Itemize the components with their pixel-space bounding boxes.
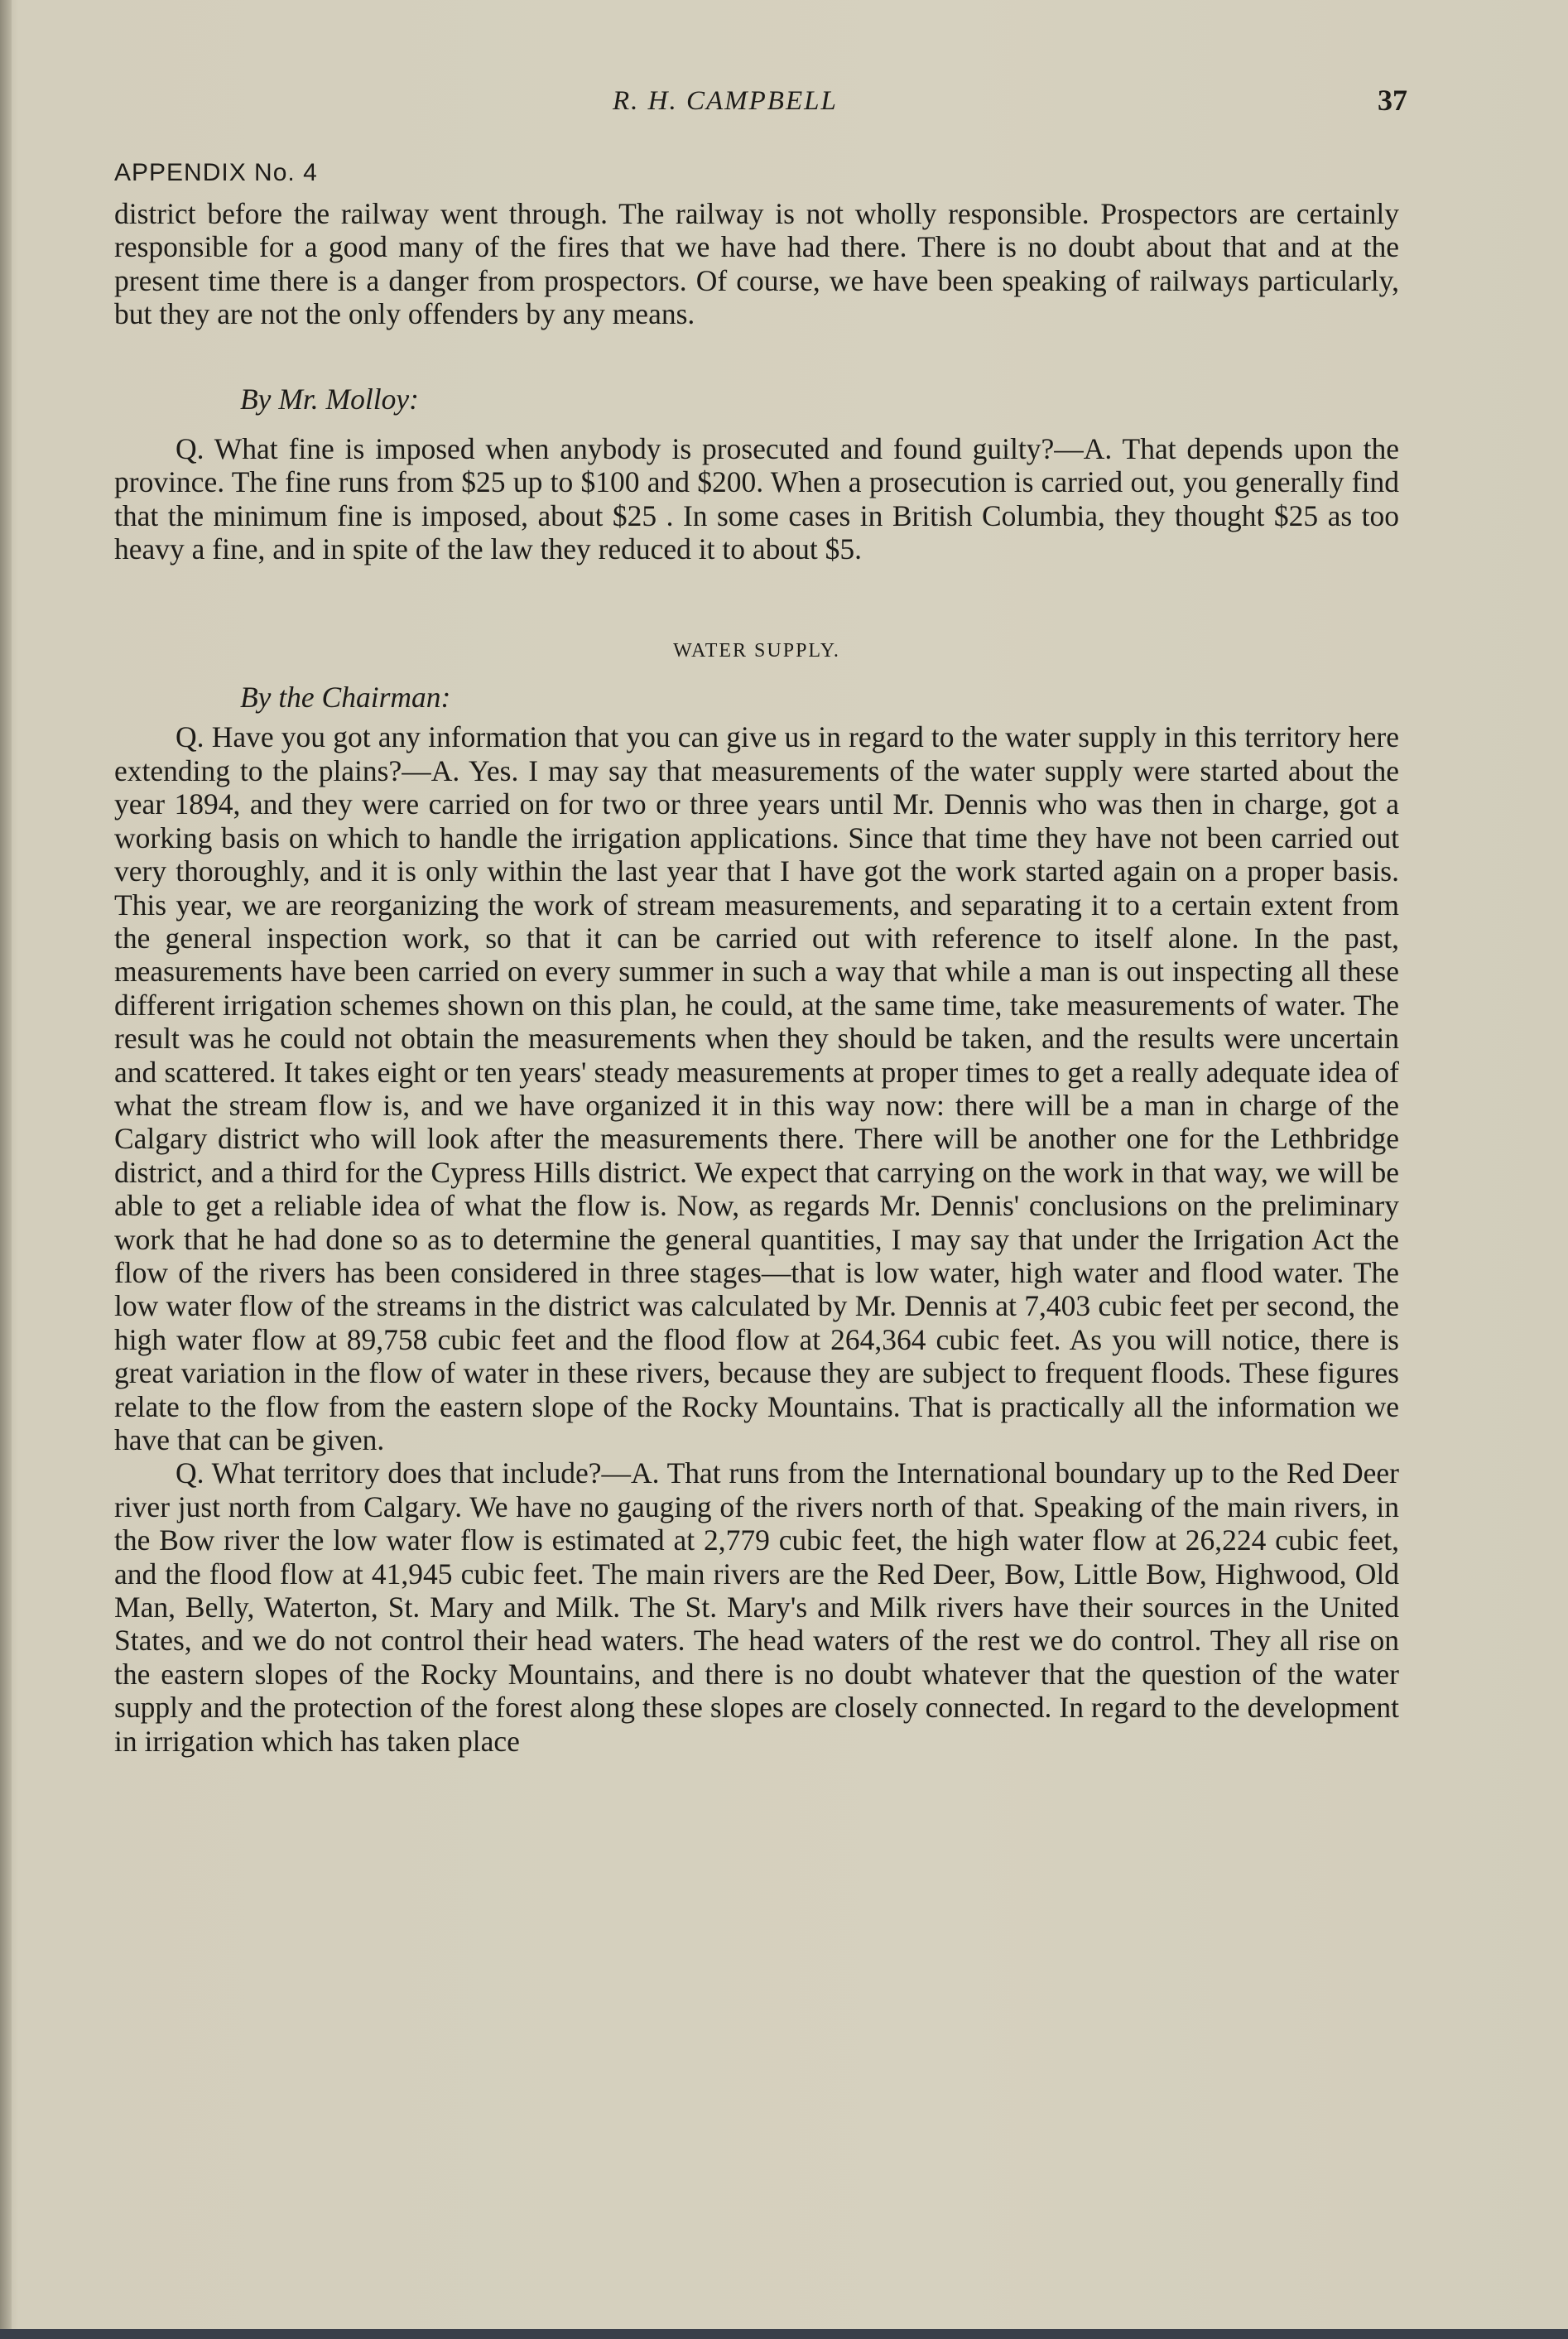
page-number: 37	[1378, 84, 1407, 117]
body-text	[114, 197, 1399, 1758]
speaker-heading: By the Chairman:	[240, 681, 451, 715]
binding-shadow	[0, 0, 12, 2339]
paragraph: Q. What territory does that include?—A. That runs from the International boundary up to the Red Deer river just north from Calgary. We have no gauging of the rivers north of that. Speaking of the main rivers, in the Bow river the low water flow is estimated at 2,779 cubic feet, the high water flow at 26,224 cubic feet, and the flood flow at 41,945 cubic feet. The main rivers are the Red Deer, Bow, Little Bow, Highwood, Old Man, Belly, Waterton, St. Mary and Milk. The St. Mary's and Milk rivers have their sources in the United States, and we do not control their head waters. The head waters of the rest we do control. They all rise on the eastern slopes of the Rocky Mountains, and there is no doubt whatever that the question of the water supply and the protection of the forest along these slopes are closely connected. In regard to the development in irrigation which has taken place	[114, 1456, 1399, 1758]
running-head: R. H. CAMPBELL	[613, 86, 838, 116]
bottom-edge	[0, 2329, 1568, 2339]
paragraph-continued: district before the railway went through. The railway is not wholly responsible. Prospectors are certainly responsible for a good many of the fires that we have had there. There is no doubt about that and at the present time there is a danger from prospectors. Of course, we have been speaking of railways particularly, but they are not the only offenders by any means.	[114, 197, 1399, 331]
speaker-heading: By Mr. Molloy:	[240, 382, 419, 416]
paragraph: Q. Have you got any information that you can give us in regard to the water supply in this territory here extending to the plains?—A. Yes. I may say that measurements of the water supply were started about the year 1894, and they were carried on for two or three years until Mr. Dennis who was then in charge, got a working basis on which to handle the irrigation applications. Since that time they have not been carried out very thoroughly, and it is only within the last year that I have got the work started again on a proper basis. This year, we are reorganizing the work of stream measurements, and separating it to a certain extent from the general inspection work, so that it can be carried out with reference to itself alone. In the past, measurements have been carried on every summer in such a way that while a man is out inspecting all these different irrigation schemes shown on this plan, he could, at the same time, take measurements of water. The result was he could not obtain the measurements when they should be taken, and the results were uncertain and scattered. It takes eight or ten years' steady measurements at proper times to get a really adequate idea of what the stream flow is, and we have organized it in this way now: there will be a man in charge of the Calgary district who will look after the measurements there. There will be another one for the Lethbridge district, and a third for the Cypress Hills district. We expect that carrying on the work in that way, we will be able to get a reliable idea of what the flow is. Now, as regards Mr. Dennis' conclusions on the preliminary work that he had done so as to determine the general quantities, I may say that under the Irrigation Act the flow of the rivers has been considered in three stages—that is low water, high water and flood water. The low water flow of the streams in the district was calculated by Mr. Dennis at 7,403 cubic feet per second, the high water flow at 89,758 cubic feet and the flood flow at 264,364 cubic feet. As you will notice, there is great variation in the flow of water in these rivers, because they are subject to frequent floods. These figures relate to the flow from the eastern slope of the Rocky Mountains. That is practically all the information we have that can be given.	[114, 720, 1399, 1456]
section-heading: WATER SUPPLY.	[673, 639, 840, 662]
paragraph: Q. What fine is imposed when anybody is prosecuted and found guilty?—A. That depends upon the province. The fine runs from $25 up to $100 and $200. When a prosecution is carried out, you generally find that the minimum fine is imposed, about $25 . In some cases in British Columbia, they thought $25 as too heavy a fine, and in spite of the law they reduced it to about $5.	[114, 432, 1399, 566]
appendix-label: APPENDIX No. 4	[114, 159, 318, 186]
